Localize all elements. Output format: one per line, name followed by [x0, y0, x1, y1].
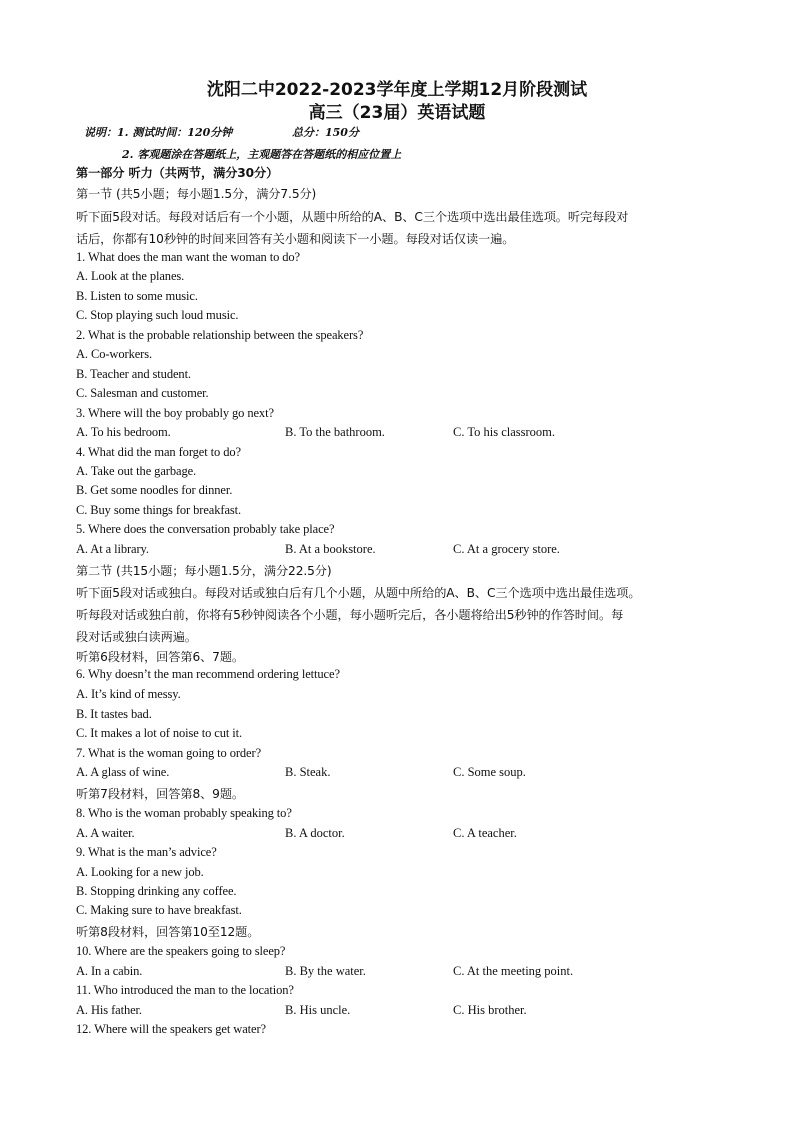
option-8b: B. A doctor. [285, 826, 345, 840]
option-10b: B. By the water. [285, 964, 366, 978]
option-4a: A. Take out the garbage. [76, 464, 197, 478]
section2-instruction-line3: 段对话或独白读两遍。 [76, 630, 197, 644]
option-5a: A. At a library. [76, 542, 149, 556]
option-6c: C. It makes a lot of noise to cut it. [76, 726, 243, 740]
question-3: 3. Where will the boy probably go next? [76, 406, 274, 420]
option-11b: B. His uncle. [285, 1003, 351, 1017]
section1-heading: 第一节 (共5小题；每小题1.5分，满分7.5分) [76, 187, 317, 201]
question-11: 11. Who introduced the man to the location? [76, 983, 294, 997]
option-7a: A. A glass of wine. [76, 765, 170, 779]
option-11a: A. His father. [76, 1003, 142, 1017]
section2-heading: 第二节 (共15小题；每小题1.5分，满分22.5分) [76, 564, 332, 578]
option-8a: A. A waiter. [76, 826, 135, 840]
question-7: 7. What is the woman going to order? [76, 746, 262, 760]
option-3a: A. To his bedroom. [76, 425, 171, 439]
option-8c: C. A teacher. [453, 826, 517, 840]
question-1: 1. What does the man want the woman to do? [76, 250, 300, 264]
question-5: 5. Where does the conversation probably take place? [76, 522, 335, 536]
section1-instruction-line2: 话后，你都有10秒钟的时间来回答有关小题和阅读下一小题。每段对话仅读一遍。 [76, 232, 515, 246]
option-3c: C. To his classroom. [453, 425, 556, 439]
part1-heading: 第一部分 听力（共两节，满分30分） [76, 166, 279, 180]
material-8-heading: 听第8段材料，回答第10至12题。 [76, 925, 260, 939]
exam-subtitle: 高三（23届）英语试题 [308, 103, 486, 123]
material-6-heading: 听第6段材料，回答第6、7题。 [76, 650, 245, 664]
option-5c: C. At a grocery store. [453, 542, 560, 556]
option-10c: C. At the meeting point. [453, 964, 574, 978]
note-answer-sheet: 2. 客观题涂在答题纸上，主观题答在答题纸的相应位置上 [122, 148, 402, 161]
material-7-heading: 听第7段材料，回答第8、9题。 [76, 787, 245, 801]
option-2c: C. Salesman and customer. [76, 386, 209, 400]
question-9: 9. What is the man’s advice? [76, 845, 217, 859]
option-11c: C. His brother. [453, 1003, 527, 1017]
option-1a: A. Look at the planes. [76, 269, 185, 283]
section2-instruction-line2: 听每段对话或独白前，你将有5秒钟阅读各个小题，每小题听完后，各小题将给出5秒钟的作答时间。每 [76, 608, 624, 622]
question-6: 6. Why doesn’t the man recommend ordering lettuce? [76, 667, 340, 681]
option-7c: C. Some soup. [453, 765, 526, 779]
question-10: 10. Where are the speakers going to sleep? [76, 944, 286, 958]
option-2a: A. Co-workers. [76, 347, 153, 361]
option-2b: B. Teacher and student. [76, 367, 191, 381]
section2-instruction-line1: 听下面5段对话或独白。每段对话或独白后有几个小题，从题中所给的A、B、C三个选项中选出最佳选项。 [76, 586, 641, 600]
option-6b: B. It tastes bad. [76, 707, 152, 721]
question-12: 12. Where will the speakers get water? [76, 1022, 266, 1036]
section1-instruction-line1: 听下面5段对话。每段对话后有一个小题，从题中所给的A、B、C三个选项中选出最佳选项。听完每段对 [76, 210, 629, 224]
option-7b: B. Steak. [285, 765, 331, 779]
question-8: 8. Who is the woman probably speaking to? [76, 806, 292, 820]
option-5b: B. At a bookstore. [285, 542, 376, 556]
option-1b: B. Listen to some music. [76, 289, 198, 303]
option-4c: C. Buy some things for breakfast. [76, 503, 242, 517]
question-4: 4. What did the man forget to do? [76, 445, 241, 459]
option-9a: A. Looking for a new job. [76, 865, 204, 879]
note-total: 总分：150分 [292, 126, 359, 139]
exam-title: 沈阳二中2022-2023学年度上学期12月阶段测试 [206, 80, 588, 100]
option-9b: B. Stopping drinking any coffee. [76, 884, 237, 898]
option-1c: C. Stop playing such loud music. [76, 308, 239, 322]
option-6a: A. It’s kind of messy. [76, 687, 181, 701]
option-4b: B. Get some noodles for dinner. [76, 483, 233, 497]
option-9c: C. Making sure to have breakfast. [76, 903, 242, 917]
option-10a: A. In a cabin. [76, 964, 143, 978]
option-3b: B. To the bathroom. [285, 425, 385, 439]
question-2: 2. What is the probable relationship between the speakers? [76, 328, 364, 342]
note-time: 说明：1. 测试时间：120分钟 [84, 126, 233, 139]
